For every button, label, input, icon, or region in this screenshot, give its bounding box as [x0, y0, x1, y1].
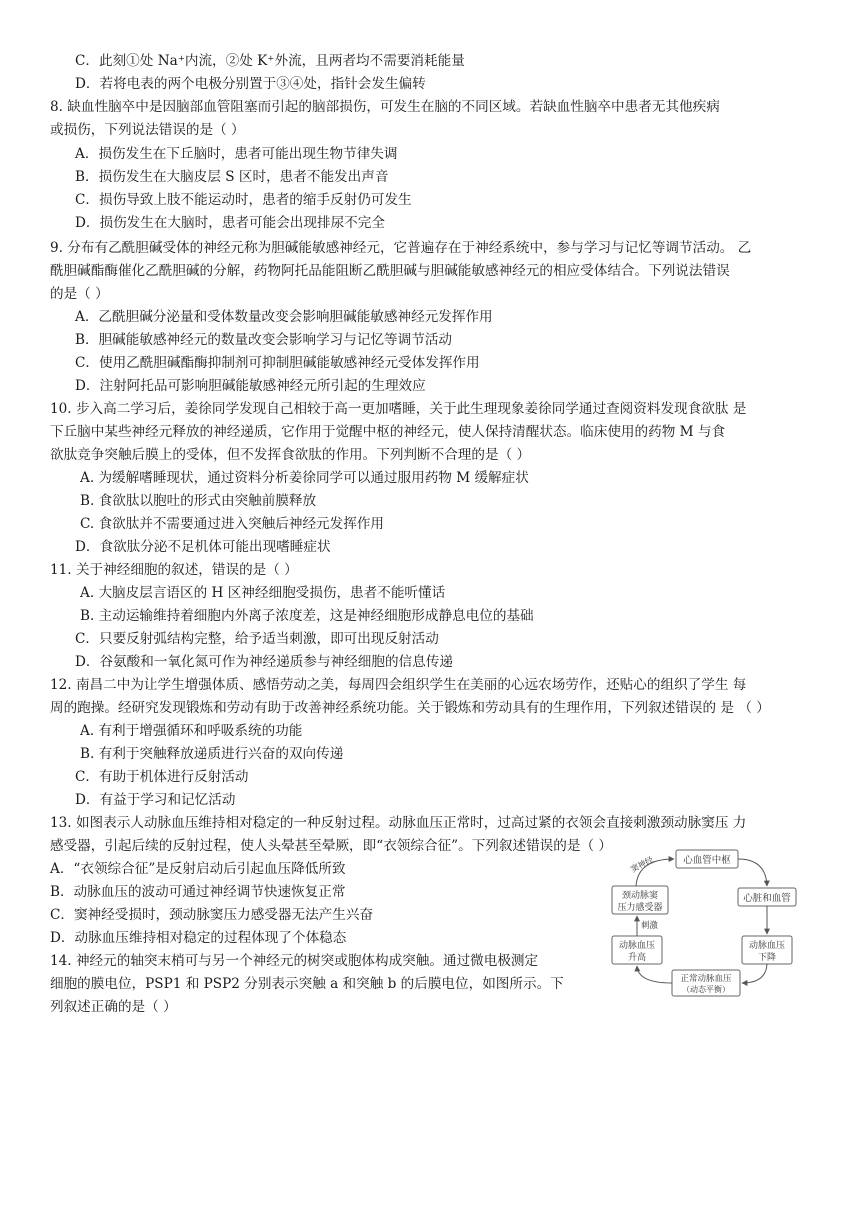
q9-option-d: D．注射阿托品可影响胆碱能敏感神经元所引起的生理效应 — [75, 378, 426, 394]
q14-stem: 14. 神经元的轴突末梢可与另一个神经元的树突或胞体构成突触。通过微电极测定 — [50, 953, 539, 969]
q10-option-a: A. 为缓解嗜睡现状，通过资料分析姜徐同学可以通过服用药物 M 缓解症状 — [80, 470, 529, 486]
q10-option-c: C. 食欲肽并不需要通过进入突触后神经元发挥作用 — [80, 516, 385, 532]
q9-stem: 9. 分布有乙酰胆碱受体的神经元称为胆碱能敏感神经元，它普遍存在于神经系统中，参与学习与记忆等调节活动。 乙 — [50, 240, 752, 256]
label-nerve: 窦神经 — [629, 854, 655, 875]
q7-option-d: D．若将电表的两个电极分别置于③④处，指针会发生偏转 — [75, 76, 426, 92]
label-normal-1: 正常动脉血压 — [680, 974, 732, 984]
q13-stem: 13. 如图表示人动脉血压维持相对稳定的一种反射过程。动脉血压正常时，过高过紧的衣领会直接刺激颈动脉窦压 力 — [50, 815, 747, 831]
q8-option-b: B．损伤发生在大脑皮层 S 区时，患者不能发出声音 — [75, 169, 389, 185]
q8-option-d: D．损伤发生在大脑时，患者可能会出现排尿不完全 — [75, 215, 385, 231]
label-sensor-2: 压力感受器 — [617, 903, 663, 913]
label-sensor-1: 颈动脉窦 — [621, 891, 659, 901]
q8-option-c: C．损伤导致上肢不能运动时，患者的缩手反射仍可发生 — [75, 192, 412, 208]
q12-option-c: C．有助于机体进行反射活动 — [75, 769, 249, 785]
q12-option-d: D．有益于学习和记忆活动 — [75, 792, 236, 808]
label-stimulus: 刺激 — [641, 921, 659, 931]
q12-option-a: A. 有利于增强循环和呼吸系统的功能 — [80, 723, 303, 739]
q8-stem: 8. 缺血性脑卒中是因脑部血管阻塞而引起的脑部损伤，可发生在脑的不同区域。若缺血性脑卒中患者无其他疾病 — [50, 99, 720, 115]
q9-option-b: B．胆碱能敏感神经元的数量改变会影响学习与记忆等调节活动 — [75, 332, 453, 348]
arrow-bp-down-to-normal — [742, 964, 767, 983]
label-bp-up-1: 动脉血压 — [618, 941, 656, 951]
q8-option-a: A．损伤发生在下丘脑时，患者可能出现生物节律失调 — [75, 146, 398, 162]
blood-pressure-reflex-diagram — [608, 844, 802, 1000]
q9-option-c: C．使用乙酰胆碱酯酶抑制剂可抑制胆碱能敏感神经元受体发挥作用 — [75, 355, 480, 371]
q10-stem-cont-2: 欲肽竞争突触后膜上的受体，但不发挥食欲肽的作用。下列判断不合理的是（ ） — [50, 447, 531, 463]
q10-option-b: B. 食欲肽以胞吐的形式由突触前膜释放 — [80, 493, 317, 509]
label-bp-down-1: 动脉血压 — [748, 941, 786, 951]
q11-option-b: B. 主动运输维持着细胞内外离子浓度差，这是神经细胞形成静息电位的基础 — [80, 608, 534, 624]
q13-option-a: A．“衣领综合征”是反射启动后引起血压降低所致 — [50, 861, 346, 877]
label-bp-up-2: 升高 — [627, 953, 647, 963]
label-center: 心血管中枢 — [683, 855, 731, 866]
q13-option-b: B．动脉血压的波动可通过神经调节快速恢复正常 — [50, 884, 346, 900]
q13-option-c: C．窦神经受损时，颈动脉窦压力感受器无法产生兴奋 — [50, 907, 374, 923]
label-normal-2: （动态平衡） — [682, 985, 730, 994]
q9-stem-cont-1: 酰胆碱酯酶催化乙酰胆碱的分解，药物阿托品能阻断乙酰胆碱与胆碱能敏感神经元的相应受体结合。下列说法错误 — [50, 263, 730, 279]
q14-stem-cont-2: 列叙述正确的是（ ） — [50, 999, 177, 1015]
q12-stem-cont: 周的跑操。经研究发现锻炼和劳动有助于改善神经系统功能。关于锻炼和劳动具有的生理作用，下列叙述错误的 是 （ ） — [50, 700, 770, 716]
arrow-normal-to-bp-up — [637, 966, 672, 983]
q10-option-d: D．食欲肽分泌不足机体可能出现嗜睡症状 — [75, 539, 331, 555]
q13-stem-cont: 感受器，引起后续的反射过程，使人头晕甚至晕厥，即“衣领综合征”。下列叙述错误的是（ ） — [50, 838, 612, 854]
q11-option-a: A. 大脑皮层言语区的 H 区神经细胞受损伤，患者不能听懂话 — [80, 585, 446, 601]
q9-stem-cont-2: 的是（ ） — [50, 286, 109, 302]
arrow-center-to-heart — [738, 859, 767, 886]
q13-option-d: D．动脉血压维持相对稳定的过程体现了个体稳态 — [50, 930, 347, 946]
q14-stem-cont-1: 细胞的膜电位，PSP1 和 PSP2 分别表示突触 a 和突触 b 的后膜电位，如图所示。下 — [50, 976, 564, 992]
q9-option-a: A．乙酰胆碱分泌量和受体数量改变会影响胆碱能敏感神经元发挥作用 — [75, 309, 493, 325]
q11-stem: 11. 关于神经细胞的叙述，错误的是（ ） — [50, 562, 298, 578]
q11-option-d: D．谷氨酸和一氧化氮可作为神经递质参与神经细胞的信息传递 — [75, 654, 453, 670]
label-bp-down-2: 下降 — [757, 953, 777, 963]
q12-stem: 12. 南昌二中为让学生增强体质、感悟劳动之美，每周四会组织学生在美丽的心远农场劳作，还贴心的组织了学生 每 — [50, 677, 747, 693]
q10-stem: 10. 步入高二学习后，姜徐同学发现自己相较于高一更加嗜睡，关于此生理现象姜徐同学通过查阅资料发现食欲肽 是 — [50, 401, 747, 417]
q11-option-c: C．只要反射弧结构完整，给予适当刺激，即可出现反射活动 — [75, 631, 439, 647]
label-heart: 心脏和血管 — [743, 893, 791, 904]
q12-option-b: B. 有利于突触释放递质进行兴奋的双向传递 — [80, 746, 344, 762]
q7-option-c: C．此刻①处 Na⁺内流，②处 K⁺外流，且两者均不需要消耗能量 — [75, 53, 465, 69]
q8-stem-cont: 或损伤，下列说法错误的是（ ） — [50, 122, 245, 138]
q10-stem-cont-1: 下丘脑中某些神经元释放的神经递质，它作用于觉醒中枢的神经元，使人保持清醒状态。临床使用的药物 M 与食 — [50, 424, 726, 440]
